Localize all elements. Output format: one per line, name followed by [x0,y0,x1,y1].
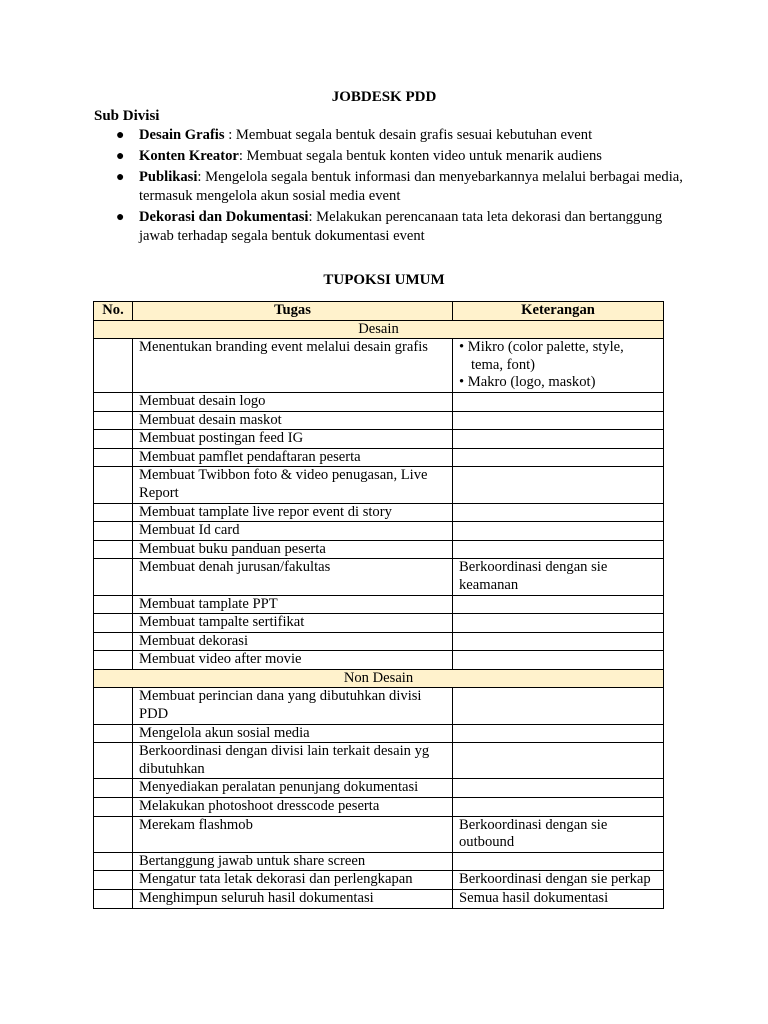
cell-tugas: Menyediakan peralatan penunjang dokumentasi [133,779,453,798]
table-row [94,595,664,614]
cell-tugas: Membuat tampalte sertifikat [133,614,453,633]
cell-tugas: Membuat buku panduan peserta [133,540,453,559]
cell-keterangan [453,651,664,670]
column-header-tugas: Tugas [133,302,453,321]
cell-tugas: Mengatur tata letak dekorasi dan perlengkapan [133,871,453,890]
cell-no [94,724,133,743]
cell-no [94,871,133,890]
cell-keterangan [453,503,664,522]
cell-no [94,339,133,393]
table-row [94,448,664,467]
cell-no [94,448,133,467]
cell-keterangan [453,559,664,595]
bullet-icon: ● [116,210,125,225]
cell-tugas: Melakukan photoshoot dresscode peserta [133,798,453,817]
category-row [94,320,664,339]
table-row [94,339,664,393]
table-row [94,522,664,541]
cell-tugas: Membuat tamplate live repor event di story [133,503,453,522]
cell-no [94,651,133,670]
table-row [94,724,664,743]
keterangan-text: • Mikro (color palette, style, tema, font) [459,339,624,373]
cell-keterangan [453,724,664,743]
category-label: Desain [94,320,664,339]
cell-no [94,632,133,651]
sub-divisi-term: Publikasi [139,169,198,185]
cell-keterangan [453,890,664,909]
cell-tugas: Membuat desain logo [133,392,453,411]
table-row [94,503,664,522]
cell-keterangan [453,392,664,411]
table-row [94,614,664,633]
cell-keterangan [453,430,664,449]
table-row [94,632,664,651]
cell-keterangan [453,632,664,651]
sub-divisi-list [94,126,684,248]
cell-no [94,852,133,871]
cell-keterangan [453,614,664,633]
list-item [94,126,684,145]
category-label: Non Desain [94,669,664,688]
cell-keterangan [453,595,664,614]
cell-tugas: Berkoordinasi dengan divisi lain terkait desain yg dibutuhkan [133,743,453,779]
bullet-icon: ● [116,149,125,164]
sub-divisi-desc: : Melakukan perencanaan tata leta dekorasi dan bertanggung jawab terhadap segala bentuk dokumentasi event [139,209,663,244]
cell-tugas: Mengelola akun sosial media [133,724,453,743]
cell-keterangan [453,448,664,467]
cell-no [94,467,133,503]
table-row [94,651,664,670]
cell-tugas: Menghimpun seluruh hasil dokumentasi [133,890,453,909]
cell-tugas: Membuat desain maskot [133,411,453,430]
cell-tugas: Membuat video after movie [133,651,453,670]
cell-no [94,595,133,614]
cell-keterangan [453,411,664,430]
keterangan-text: Berkoordinasi dengan sie keamanan [459,559,608,593]
tupoksi-title: TUPOKSI UMUM [323,272,445,288]
list-item [94,168,684,206]
keterangan-text: • Makro (logo, maskot) [459,374,596,391]
cell-tugas: Membuat pamflet pendaftaran peserta [133,448,453,467]
table-row [94,392,664,411]
cell-no [94,816,133,852]
cell-keterangan [453,688,664,724]
cell-tugas: Membuat denah jurusan/fakultas [133,559,453,595]
table-row [94,467,664,503]
cell-keterangan [453,816,664,852]
cell-no [94,743,133,779]
list-item [94,208,684,246]
cell-keterangan [453,467,664,503]
table-row [94,890,664,909]
cell-tugas: Bertanggung jawab untuk share screen [133,852,453,871]
cell-keterangan [453,522,664,541]
table-row [94,559,664,595]
table-row [94,852,664,871]
keterangan-text: Berkoordinasi dengan sie perkap [459,871,651,888]
cell-tugas: Membuat perincian dana yang dibutuhkan divisi PDD [133,688,453,724]
sub-divisi-desc: : Membuat segala bentuk desain grafis sesuai kebutuhan event [224,127,593,143]
cell-no [94,540,133,559]
cell-no [94,779,133,798]
table-header-row [94,302,664,321]
cell-tugas: Membuat tamplate PPT [133,595,453,614]
cell-tugas: Membuat postingan feed IG [133,430,453,449]
cell-no [94,890,133,909]
table-row [94,871,664,890]
cell-keterangan [453,743,664,779]
sub-divisi-heading: Sub Divisi [94,108,160,124]
cell-no [94,411,133,430]
table-row [94,816,664,852]
cell-tugas: Merekam flashmob [133,816,453,852]
table-body [94,320,664,908]
cell-no [94,392,133,411]
cell-keterangan [453,540,664,559]
cell-no [94,430,133,449]
list-item [94,147,684,166]
bullet-icon: ● [116,128,125,143]
table-row [94,798,664,817]
cell-tugas: Membuat Twibbon foto & video penugasan, Live Report [133,467,453,503]
sub-divisi-desc: : Membuat segala bentuk konten video untuk menarik audiens [238,148,602,164]
cell-no [94,559,133,595]
cell-no [94,798,133,817]
cell-keterangan [453,871,664,890]
cell-keterangan [453,779,664,798]
cell-keterangan [453,798,664,817]
cell-keterangan [453,852,664,871]
sub-divisi-term: Dekorasi dan Dokumentasi [139,209,309,225]
category-row [94,669,664,688]
bullet-icon: ● [116,170,125,185]
cell-tugas: Membuat Id card [133,522,453,541]
cell-keterangan [453,339,664,393]
sub-divisi-term: Desain Grafis [139,127,225,143]
column-header-no: No. [94,302,133,321]
keterangan-text: Semua hasil dokumentasi [459,890,609,906]
column-header-keterangan: Keterangan [453,302,664,321]
tupoksi-table [93,301,664,909]
cell-no [94,522,133,541]
table-row [94,411,664,430]
table-row [94,743,664,779]
cell-no [94,503,133,522]
table-row [94,688,664,724]
cell-tugas: Menentukan branding event melalui desain grafis [133,339,453,393]
table-row [94,430,664,449]
cell-tugas: Membuat dekorasi [133,632,453,651]
sub-divisi-term: Konten Kreator [139,148,239,164]
table-row [94,779,664,798]
sub-divisi-desc: : Mengelola segala bentuk informasi dan menyebarkannya melalui berbagai media, termasuk mengelola akun sosial media event [139,169,683,204]
table-row [94,540,664,559]
keterangan-text: Berkoordinasi dengan sie outbound [459,816,608,851]
cell-no [94,614,133,633]
cell-no [94,688,133,724]
page-title: JOBDESK PDD [331,89,437,105]
